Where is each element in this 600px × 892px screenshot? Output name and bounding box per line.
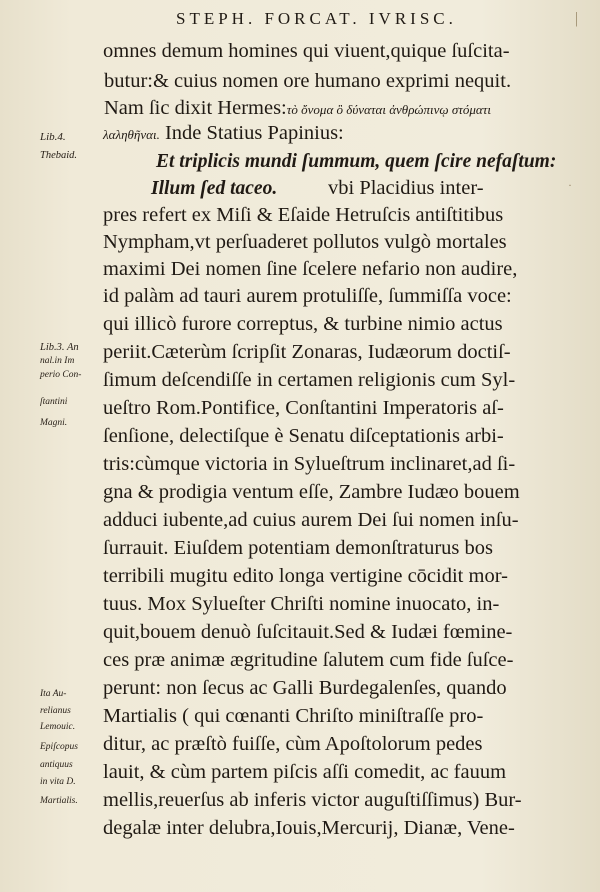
- text-line: [151, 175, 277, 202]
- text-line: id palàm ad tauri aurem protuliſſe, ſummiſſa voce:: [103, 285, 512, 307]
- text-line: omnes demum homines qui viuent,quique ſuſcita-: [103, 40, 510, 62]
- verse-line: Et triplicis mundi ſummum, quem ſcire nefaſtum:: [156, 151, 557, 172]
- text-line: ueſtro Rom.Pontifice, Conſtantini Imperatoris aſ-: [103, 397, 504, 419]
- text-line: terribili mugitu edito longa vertigine cōcidit mor-: [103, 565, 508, 587]
- text-line: lauit, & cùm partem piſcis aſſi comedit, ac fauum: [103, 761, 507, 783]
- text-line-part: Inde Statius Papinius:: [164, 122, 344, 144]
- text-line: [103, 120, 344, 148]
- text-line: [104, 95, 491, 123]
- text-line: tuus. Mox Sylueſter Chriſti nomine inuocato, in-: [103, 593, 500, 615]
- greek-quote: λαληθῆναι.: [103, 127, 160, 142]
- text-line: tris:cùmque victoria in Sylueſtrum inclinaret,ad ſi-: [103, 453, 516, 475]
- text-line: quit,bouem denuò ſuſcitauit.Sed & Iudæi fœmine-: [103, 621, 513, 643]
- text-line: ſurrauit. Eiuſdem potentiam demonſtraturus bos: [103, 537, 493, 559]
- margin-note: Martialis.: [40, 796, 78, 806]
- margin-note: Magni.: [40, 418, 68, 428]
- text-line: pres refert ex Miſi & Eſaide Hetruſcis antiſtitibus: [103, 204, 504, 226]
- margin-note: relianus: [40, 706, 71, 716]
- text-line: qui illicò furore correptus, & turbine nimio actus: [103, 313, 503, 335]
- margin-note: Lemouic.: [40, 722, 76, 732]
- text-line: adduci iubente,ad cuius aurem Dei ſui nomen inſu-: [103, 509, 519, 531]
- margin-note: Ita Au-: [40, 689, 67, 699]
- margin-note: Epiſcopus: [40, 742, 78, 752]
- text-line: gna & prodigia ventum eſſe, Zambre Iudæo bouem: [103, 481, 520, 503]
- margin-note: ſtantini: [40, 397, 68, 407]
- greek-quote: τὸ ὄνομα ὃ δύναται ἀνθρώπινῳ στόματι: [286, 102, 492, 117]
- text-line: perunt: non ſecus ac Galli Burdegalenſes, quando: [103, 677, 507, 699]
- text-line: Martialis ( qui cœnanti Chriſto miniſtraſſe pro-: [103, 705, 484, 727]
- margin-note: nal.in Im: [40, 356, 75, 366]
- text-line: ditur, ac præſtò fuiſſe, cùm Apoſtolorum pedes: [103, 733, 483, 755]
- text-line: periit.Cæterùm ſcripſit Zonaras, Iudæorum doctiſ-: [103, 341, 511, 363]
- margin-note: in vita D.: [40, 777, 76, 787]
- text-line: butur:& cuius nomen ore humano exprimi nequit.: [104, 70, 512, 92]
- text-line: ces præ animæ ægritudine ſalutem cum fide ſuſce-: [103, 649, 514, 671]
- margin-note: Thebaid.: [40, 150, 78, 161]
- verse-line: Illum ſed taceo.: [151, 178, 278, 199]
- text-line: mellis,reuerſus ab inferis victor auguſtiſſimus) Bur-: [103, 789, 522, 811]
- margin-note: perio Con-: [40, 370, 82, 380]
- page-edge-mark: |: [575, 10, 579, 27]
- margin-note: Lib.4.: [40, 131, 66, 143]
- margin-note: Lib.3. An: [40, 342, 79, 353]
- text-line: maximi Dei nomen ſine ſcelere nefario non audire,: [103, 258, 518, 280]
- page-edge-mark: ·: [568, 178, 572, 192]
- text-line: vbi Placidius inter-: [328, 177, 484, 199]
- text-line: ſimum deſcendiſſe in certamen religionis cum Syl-: [103, 369, 516, 391]
- text-line-part: Nam ſic dixit Hermes:: [104, 97, 287, 119]
- margin-note: antiquus: [40, 760, 73, 770]
- running-head: STEPH. FORCAT. IVRISC.: [176, 9, 457, 28]
- text-line: degalæ inter delubra,Iouis,Mercurij, Dianæ, Vene-: [103, 817, 515, 839]
- text-line: Nympham,vt perſuaderet pollutos vulgò mortales: [103, 231, 507, 253]
- text-line: ſenſione, delectiſque è Senatu diſceptationis arbi-: [103, 425, 504, 447]
